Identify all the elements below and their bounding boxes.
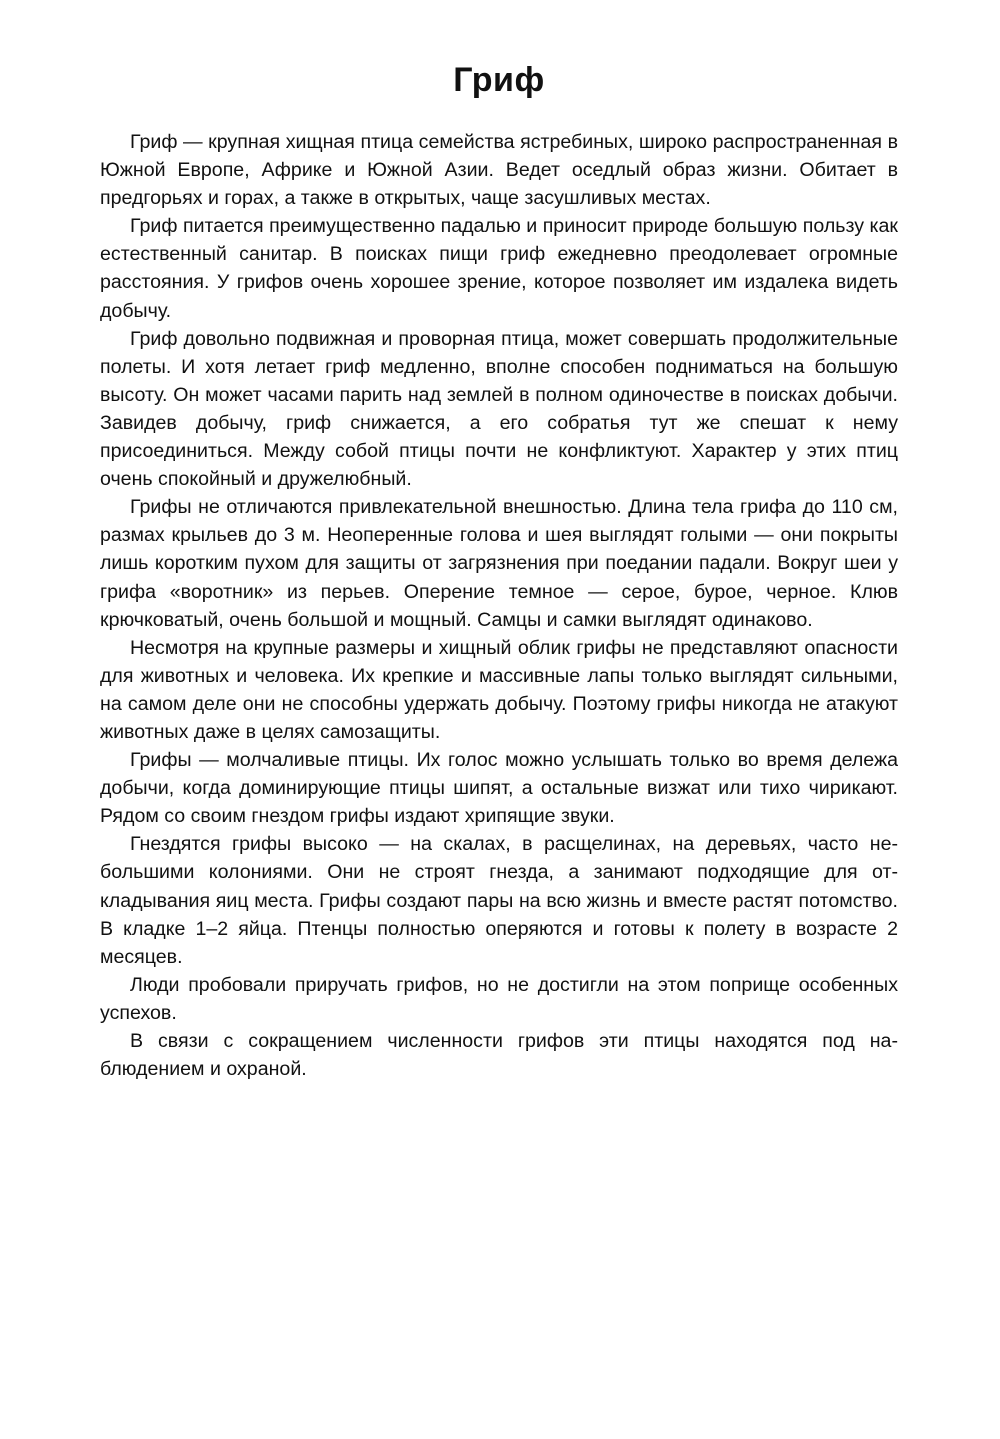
paragraph: Гриф питается преимущественно падалью и приносит природе большую пользу как естественный санитар. В поисках пищи гриф ежедневно преодолевает огромные расстояния. У грифов очень хорошее зрение, которое позволяет им издалека видеть добычу.: [100, 215, 898, 322]
paragraph: В связи с сокращением численности грифов эти птицы находятся под наблюдением и охраной.: [100, 1030, 898, 1081]
paragraph: Несмотря на крупные размеры и хищный облик грифы не представляют опасности для животных и человека. Их крепкие и массивные лапы только выглядят сильными, на самом деле они не способны удержать добычу. Поэтому грифы никогда не атакуют животных даже в целях самозащиты.: [100, 636, 898, 743]
page-title: Гриф: [453, 61, 545, 99]
paragraph: Гриф — крупная хищная птица семейства ястребиных, широко распространенная в Южной Европе, Африке и Южной Азии. Ведет оседлый образ жизни. Обитает в предгорьях и горах, а также в открытых, чаще засушливых местах.: [100, 131, 898, 210]
paragraph: Грифы не отличаются привлекательной внешностью. Длина тела грифа до 110 см, размах крыльев до 3 м. Неоперенные голова и шея выглядят голыми — они покрыты лишь коротким пухом для защиты от загрязнения при поедании падали. Вокруг шеи у грифа «воротник» из перьев. Оперение темное — серое, бурое, черное. Клюв крючковатый, очень большой и мощный. Самцы и самки выглядят одинаково.: [100, 496, 898, 631]
paragraph: Гнездятся грифы высоко — на скалах, в расщелинах, на деревьях, часто небольшими колониями. Они не строят гнезда, а занимают подходящие для откладывания яиц места. Грифы создают пары на всю жизнь и вместе растят потомство. В кладке 1–2 яйца. Птенцы полностью оперяются и готовы к полету в возрасте 2 месяцев.: [100, 833, 898, 968]
paragraph: Гриф довольно подвижная и проворная птица, может совершать продолжительные полеты. И хотя летает гриф медленно, вполне способен подниматься на большую высоту. Он может часами парить над землей в полном одиночестве в поисках добычи. Завидев добычу, гриф снижается, а его собратья тут же спешат к нему присоединиться. Между собой птицы почти не конфликтуют. Характер у этих птиц очень спокойный и дружелюбный.: [100, 327, 898, 491]
paragraph: Грифы — молчаливые птицы. Их голос можно услышать только во время дележа добычи, когда доминирующие птицы шипят, а остальные визжат или тихо чирикают. Рядом со своим гнездом грифы издают хрипящие звуки.: [100, 749, 898, 828]
document-page: [100, 58, 898, 1083]
paragraph: Люди пробовали приручать грифов, но не достигли на этом поприще особенных успехов.: [100, 973, 898, 1024]
